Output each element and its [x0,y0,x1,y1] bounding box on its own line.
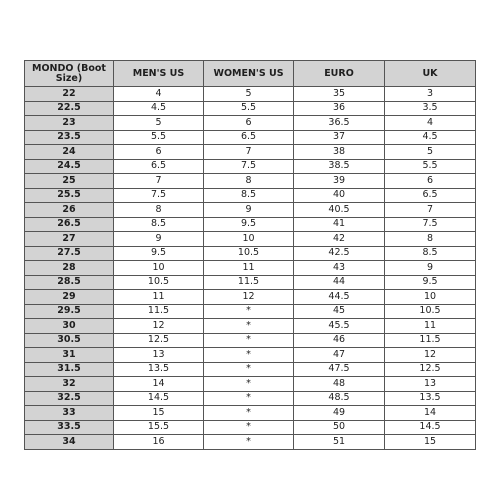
cell-womens-us: 8.5 [204,188,294,203]
cell-mens-us: 13.5 [114,362,204,377]
cell-womens-us: 7.5 [204,159,294,174]
cell-womens-us: * [204,333,294,348]
cell-mondo: 28 [25,261,114,276]
cell-euro: 35 [294,87,385,102]
cell-uk: 7.5 [385,217,476,232]
cell-mondo: 29.5 [25,304,114,319]
cell-mondo: 33.5 [25,420,114,435]
cell-mens-us: 6 [114,145,204,160]
table-row [25,174,476,189]
cell-uk: 8.5 [385,246,476,261]
cell-mondo: 31 [25,348,114,363]
cell-mondo: 33 [25,406,114,421]
cell-womens-us: * [204,362,294,377]
cell-mondo: 32 [25,377,114,392]
cell-mens-us: 10 [114,261,204,276]
cell-womens-us: * [204,435,294,450]
cell-mens-us: 9 [114,232,204,247]
cell-womens-us: 11.5 [204,275,294,290]
cell-mondo: 24.5 [25,159,114,174]
cell-uk: 3 [385,87,476,102]
cell-euro: 36.5 [294,116,385,131]
cell-mens-us: 12 [114,319,204,334]
table-row [25,159,476,174]
cell-mens-us: 14 [114,377,204,392]
cell-mens-us: 8 [114,203,204,218]
cell-mens-us: 7.5 [114,188,204,203]
cell-womens-us: 9 [204,203,294,218]
cell-uk: 5.5 [385,159,476,174]
cell-euro: 40.5 [294,203,385,218]
table-row [25,101,476,116]
cell-mondo: 27.5 [25,246,114,261]
table-row [25,130,476,145]
cell-uk: 9 [385,261,476,276]
cell-womens-us: * [204,391,294,406]
cell-uk: 6.5 [385,188,476,203]
cell-womens-us: 11 [204,261,294,276]
cell-uk: 12 [385,348,476,363]
cell-womens-us: 5 [204,87,294,102]
table-row [25,348,476,363]
cell-euro: 41 [294,217,385,232]
cell-mens-us: 4 [114,87,204,102]
table-row [25,188,476,203]
cell-mondo: 32.5 [25,391,114,406]
cell-mens-us: 11.5 [114,304,204,319]
table-row [25,319,476,334]
cell-euro: 47 [294,348,385,363]
table-row [25,232,476,247]
cell-uk: 12.5 [385,362,476,377]
cell-mondo: 27 [25,232,114,247]
cell-mens-us: 4.5 [114,101,204,116]
cell-euro: 42 [294,232,385,247]
cell-mens-us: 5.5 [114,130,204,145]
cell-uk: 9.5 [385,275,476,290]
table-row [25,304,476,319]
cell-uk: 3.5 [385,101,476,116]
cell-mens-us: 12.5 [114,333,204,348]
table-row [25,246,476,261]
table-row [25,290,476,305]
cell-euro: 46 [294,333,385,348]
cell-euro: 44.5 [294,290,385,305]
cell-euro: 44 [294,275,385,290]
cell-womens-us: * [204,304,294,319]
cell-euro: 38 [294,145,385,160]
table-row [25,377,476,392]
cell-euro: 36 [294,101,385,116]
cell-euro: 45.5 [294,319,385,334]
cell-womens-us: 10.5 [204,246,294,261]
cell-mondo: 24 [25,145,114,160]
column-header-euro: EURO [294,61,385,87]
cell-uk: 10 [385,290,476,305]
cell-euro: 43 [294,261,385,276]
cell-mondo: 29 [25,290,114,305]
cell-uk: 13.5 [385,391,476,406]
cell-uk: 6 [385,174,476,189]
cell-uk: 5 [385,145,476,160]
table-row [25,203,476,218]
cell-euro: 39 [294,174,385,189]
cell-mens-us: 15.5 [114,420,204,435]
cell-mens-us: 16 [114,435,204,450]
cell-mondo: 23.5 [25,130,114,145]
cell-uk: 15 [385,435,476,450]
cell-mondo: 28.5 [25,275,114,290]
cell-womens-us: * [204,377,294,392]
cell-euro: 37 [294,130,385,145]
table-row [25,406,476,421]
table-row [25,145,476,160]
cell-mens-us: 8.5 [114,217,204,232]
cell-euro: 45 [294,304,385,319]
table-row [25,275,476,290]
table-row [25,116,476,131]
table-row [25,391,476,406]
cell-uk: 8 [385,232,476,247]
table-row [25,261,476,276]
cell-euro: 49 [294,406,385,421]
column-header-mondo: MONDO (Boot Size) [25,61,114,87]
table-row [25,435,476,450]
table-row [25,217,476,232]
cell-womens-us: * [204,406,294,421]
cell-mens-us: 15 [114,406,204,421]
cell-mondo: 34 [25,435,114,450]
cell-mens-us: 5 [114,116,204,131]
cell-womens-us: 7 [204,145,294,160]
table-row [25,362,476,377]
cell-euro: 48 [294,377,385,392]
cell-mens-us: 7 [114,174,204,189]
cell-mondo: 22.5 [25,101,114,116]
cell-mens-us: 11 [114,290,204,305]
cell-womens-us: 5.5 [204,101,294,116]
column-header-womens-us: WOMEN'S US [204,61,294,87]
cell-mens-us: 13 [114,348,204,363]
cell-womens-us: 8 [204,174,294,189]
cell-euro: 40 [294,188,385,203]
cell-womens-us: * [204,319,294,334]
column-header-mens-us: MEN'S US [114,61,204,87]
table-row [25,87,476,102]
cell-uk: 14.5 [385,420,476,435]
cell-womens-us: 9.5 [204,217,294,232]
cell-euro: 42.5 [294,246,385,261]
cell-womens-us: 10 [204,232,294,247]
cell-uk: 10.5 [385,304,476,319]
cell-uk: 14 [385,406,476,421]
cell-mondo: 25 [25,174,114,189]
boot-size-conversion-table [24,60,476,450]
cell-mondo: 26.5 [25,217,114,232]
cell-mondo: 23 [25,116,114,131]
cell-mondo: 30 [25,319,114,334]
cell-mondo: 25.5 [25,188,114,203]
cell-uk: 7 [385,203,476,218]
cell-uk: 11.5 [385,333,476,348]
cell-uk: 4 [385,116,476,131]
cell-womens-us: * [204,420,294,435]
cell-mens-us: 9.5 [114,246,204,261]
cell-mens-us: 14.5 [114,391,204,406]
cell-mens-us: 6.5 [114,159,204,174]
cell-euro: 48.5 [294,391,385,406]
column-header-uk: UK [385,61,476,87]
cell-mondo: 31.5 [25,362,114,377]
table-row [25,333,476,348]
cell-womens-us: * [204,348,294,363]
cell-euro: 38.5 [294,159,385,174]
cell-womens-us: 12 [204,290,294,305]
cell-euro: 51 [294,435,385,450]
table-row [25,420,476,435]
cell-euro: 47.5 [294,362,385,377]
table-header-row [25,61,476,87]
cell-mondo: 30.5 [25,333,114,348]
cell-uk: 13 [385,377,476,392]
cell-uk: 11 [385,319,476,334]
cell-euro: 50 [294,420,385,435]
cell-mondo: 26 [25,203,114,218]
cell-womens-us: 6.5 [204,130,294,145]
table-body [25,87,476,450]
cell-uk: 4.5 [385,130,476,145]
cell-womens-us: 6 [204,116,294,131]
cell-mondo: 22 [25,87,114,102]
cell-mens-us: 10.5 [114,275,204,290]
